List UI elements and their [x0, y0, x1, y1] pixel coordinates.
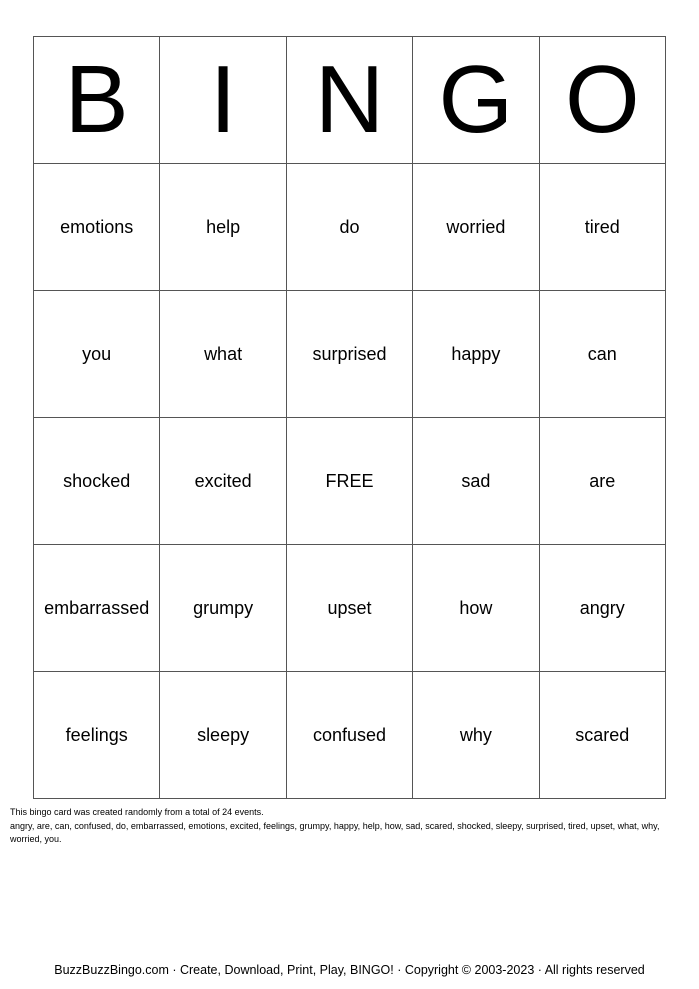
bingo-cell: you [34, 291, 160, 418]
header-letter-n: N [286, 37, 412, 164]
bingo-cell: why [413, 672, 539, 799]
site-footer: BuzzBuzzBingo.com · Create, Download, Print, Play, BINGO! · Copyright © 2003-2023 · All rights reserved [54, 963, 645, 977]
bingo-cell: scared [539, 672, 665, 799]
bingo-row-4 [34, 545, 666, 672]
header-letter-g: G [413, 37, 539, 164]
bingo-cell: embarrassed [34, 545, 160, 672]
bingo-row-2 [34, 291, 666, 418]
header-letter-i: I [160, 37, 286, 164]
bingo-cell: happy [413, 291, 539, 418]
bingo-row-3 [34, 418, 666, 545]
bingo-cell: surprised [286, 291, 412, 418]
bingo-cell: emotions [34, 164, 160, 291]
bingo-card [33, 36, 666, 799]
bingo-cell: are [539, 418, 665, 545]
bingo-cell: how [413, 545, 539, 672]
bingo-cell: do [286, 164, 412, 291]
card-generation-note: This bingo card was created randomly from a total of 24 events. [10, 807, 264, 817]
bingo-cell: tired [539, 164, 665, 291]
event-list: angry, are, can, confused, do, embarrassed, emotions, excited, feelings, grumpy, happy, help, how, sad, scared, shocked, sleepy, surprised, tired, upset, what, why, worried, you. [10, 821, 660, 844]
bingo-cell: what [160, 291, 286, 418]
bingo-cell: excited [160, 418, 286, 545]
bingo-row-1 [34, 164, 666, 291]
bingo-row-5 [34, 672, 666, 799]
bingo-cell: can [539, 291, 665, 418]
bingo-cell: shocked [34, 418, 160, 545]
bingo-cell: feelings [34, 672, 160, 799]
bingo-cell: angry [539, 545, 665, 672]
bingo-header-row [34, 37, 666, 164]
bingo-cell: sad [413, 418, 539, 545]
header-letter-b: B [34, 37, 160, 164]
bingo-cell: worried [413, 164, 539, 291]
bingo-cell: confused [286, 672, 412, 799]
header-letter-o: O [539, 37, 665, 164]
bingo-cell: sleepy [160, 672, 286, 799]
free-space-cell: FREE [286, 418, 412, 545]
bingo-cell: upset [286, 545, 412, 672]
bingo-cell: help [160, 164, 286, 291]
bingo-cell: grumpy [160, 545, 286, 672]
